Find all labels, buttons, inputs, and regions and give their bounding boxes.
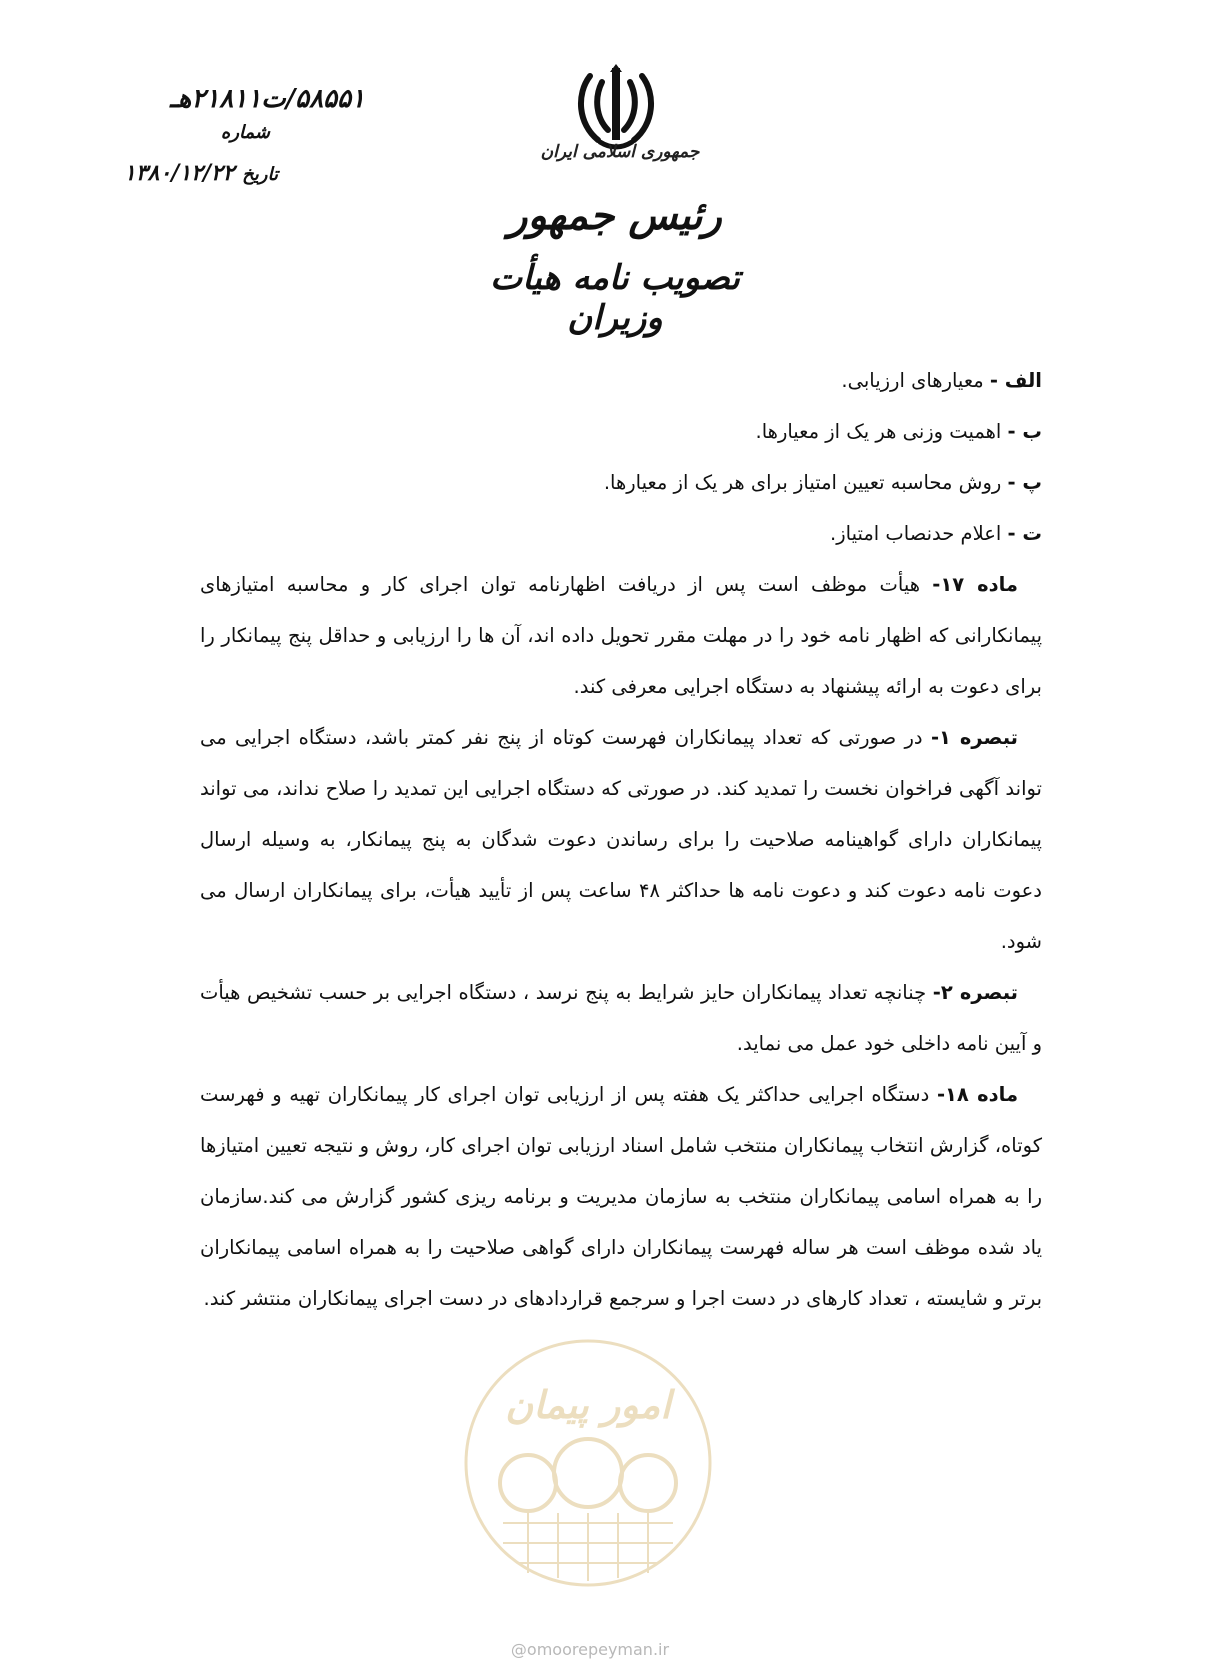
- country-name: جمهوری اسلامی ایران: [540, 142, 700, 162]
- article-17: ماده ۱۷- هیأت موظف است پس از دریافت اظهارنامه توان اجرای کار و محاسبه امتیازهای پیمانکارانی که اظهار نامه خود را در مهلت مقرر تحویل داده اند، آن ها را ارزیابی و حداقل پنج پیمانکار را برای دعوت به ارائه پیشنهاد به دستگاه اجرایی معرفی کند.: [200, 573, 1042, 698]
- letter-date-value: ۱۳۸۰/۱۲/۲۲: [123, 160, 235, 186]
- watermark-name: امور پیمان: [505, 1382, 671, 1427]
- criteria-item: ت - اعلام حدنصاب امتیاز.: [830, 522, 1042, 545]
- note-2: تبصره ۲- چنانچه تعداد پیمانکاران حایز شرایط به پنج نرسد ، دستگاه اجرایی بر حسب تشخیص هیأت و آیین نامه داخلی خود عمل می نماید.: [200, 981, 1042, 1055]
- letter-number-label: شماره: [220, 122, 270, 143]
- iran-emblem-icon: [570, 62, 662, 154]
- watermark-logo: [458, 1313, 718, 1613]
- document-body: [200, 355, 1042, 1324]
- letter-number: ۵۸۵۵۱/ت۲۱۸۱۱هـ: [170, 84, 365, 114]
- watermark-url: @omoorepeyman.ir: [510, 1640, 670, 1659]
- office-title: رئیس جمهور: [508, 192, 722, 239]
- decree-title: تصویب نامه هیأت وزیران: [490, 258, 740, 338]
- criteria-item: ب - اهمیت وزنی هر یک از معیارها.: [755, 420, 1042, 443]
- article-18: ماده ۱۸- دستگاه اجرایی حداکثر یک هفته پس از ارزیابی توان اجرای کار پیمانکاران تهیه و فهرست کوتاه، گزارش انتخاب پیمانکاران منتخب شامل اسناد ارزیابی توان اجرای کار، روش و نتیجه تعیین امتیازها را به همراه اسامی پیمانکاران منتخب به سازمان مدیریت و برنامه ریزی کشور گزارش می کند.سازمان یاد شده موظف است هر ساله فهرست پیمانکاران دارای گواهی صلاحیت را به همراه اسامی پیمانکاران برتر و شایسته ، تعداد کارهای در دست اجرا و سرجمع قراردادهای در دست اجرای پیمانکاران منتشر کند.: [200, 1083, 1042, 1310]
- note-1: تبصره ۱- در صورتی که تعداد پیمانکاران فهرست کوتاه از پنج نفر کمتر باشد، دستگاه اجرایی می تواند آگهی فراخوان نخست را تمدید کند. در صورتی که دستگاه اجرایی این تمدید را صلاح نداند، می تواند پیمانکاران دارای گواهینامه صلاحیت را برای رساندن دعوت شدگان به پنج پیمانکار، به وسیله ارسال دعوت نامه دعوت کند و دعوت نامه ها حداکثر ۴۸ ساعت پس از تأیید هیأت، برای پیمانکاران ارسال می شود.: [200, 726, 1042, 953]
- letter-date: [68, 160, 278, 186]
- criteria-item: پ - روش محاسبه تعیین امتیاز برای هر یک از معیارها.: [603, 471, 1042, 494]
- criteria-item: الف - معیارهای ارزیابی.: [841, 369, 1042, 392]
- letter-date-label: تاریخ: [242, 164, 278, 185]
